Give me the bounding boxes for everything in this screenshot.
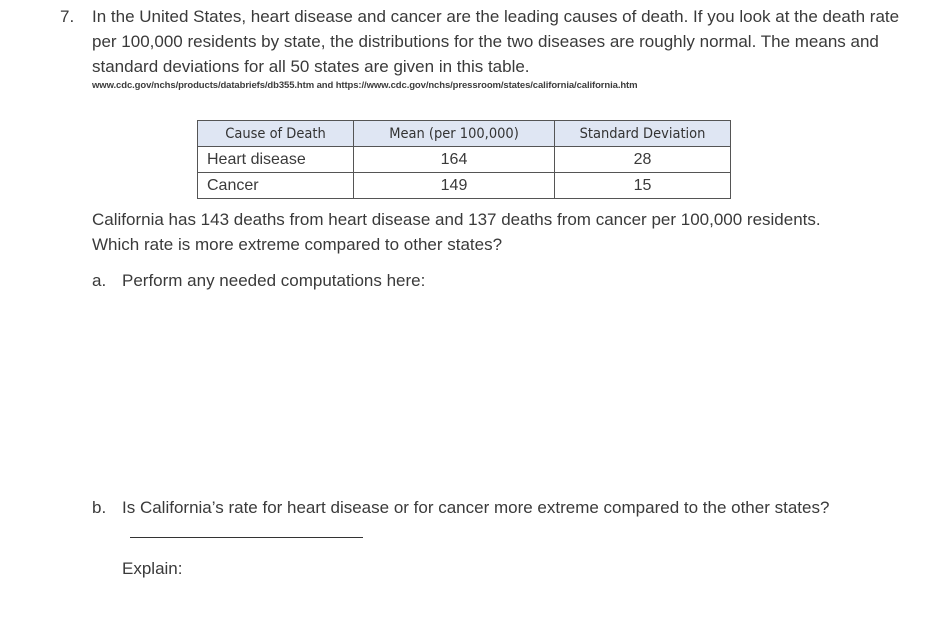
table-row bbox=[198, 173, 731, 199]
answer-blank[interactable] bbox=[130, 522, 363, 538]
table-cell: 15 bbox=[555, 173, 731, 199]
table-header: Standard Deviation bbox=[555, 121, 731, 147]
question-number: 7. bbox=[60, 7, 75, 26]
table-header: Cause of Death bbox=[198, 121, 354, 147]
part-a-label: a. bbox=[92, 271, 107, 290]
explain-label: Explain: bbox=[122, 559, 183, 578]
table-cell: 149 bbox=[354, 173, 555, 199]
table-header-row bbox=[198, 121, 731, 147]
part-a-text: Perform any needed computations here: bbox=[122, 271, 426, 290]
table-cell: 28 bbox=[555, 147, 731, 173]
source-citation: www.cdc.gov/nchs/products/databriefs/db355.htm and https://www.cdc.gov/nchs/pressroom/states/california/california.htm bbox=[92, 80, 638, 91]
table-header: Mean (per 100,000) bbox=[354, 121, 555, 147]
table-cell: 164 bbox=[354, 147, 555, 173]
table-cell: Heart disease bbox=[198, 147, 354, 173]
part-b bbox=[92, 495, 852, 520]
part-b-text: Is California’s rate for heart disease or for cancer more extreme compared to the other states? bbox=[122, 498, 830, 517]
problem-prompt: California has 143 deaths from heart disease and 137 deaths from cancer per 100,000 residents. Which rate is more extreme compared to other states? bbox=[92, 210, 821, 254]
part-a bbox=[92, 268, 425, 293]
table-cell: Cancer bbox=[198, 173, 354, 199]
data-table bbox=[197, 120, 731, 199]
part-b-body bbox=[122, 495, 852, 545]
question-text: In the United States, heart disease and cancer are the leading causes of death. If you look at the death rate per 100,000 residents by state, the distributions for the two diseases are roughly normal. The means and standard deviations for all 50 states are given in this table. bbox=[92, 7, 900, 76]
table-row bbox=[198, 147, 731, 173]
question-block bbox=[60, 4, 920, 79]
part-b-label: b. bbox=[92, 498, 107, 517]
